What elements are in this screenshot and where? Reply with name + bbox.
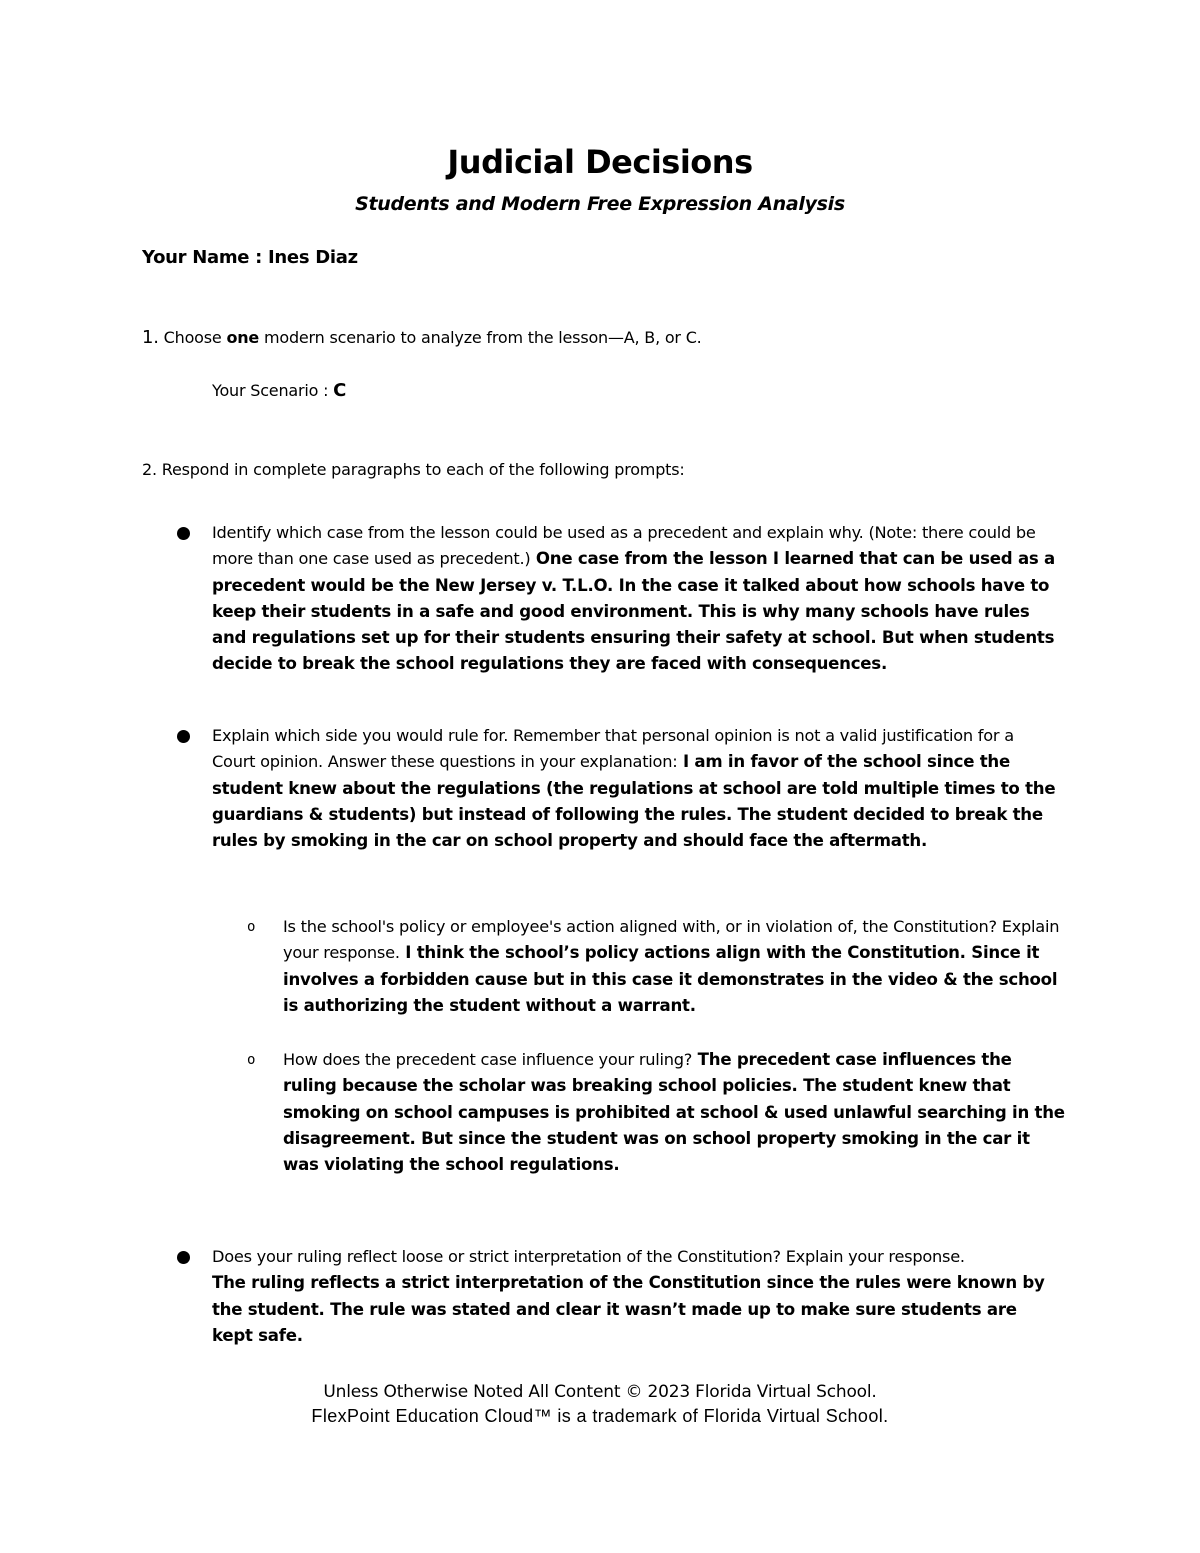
name-value: Ines Diaz [268,247,358,268]
prompt-3 [212,1244,1060,1349]
sub-bullet-icon: o [247,919,256,935]
subprompt-2-answer: The precedent case influences the ruling because the scholar was breaking school policies. The student knew that smoking on school campuses is prohibited at school & used unlawful searching in the disagreement. But since the student was on school property smoking in the car it was violating the school regulations. [283,1050,1065,1175]
prompt-3-question: Does your ruling reflect loose or strict interpretation of the Constitution? Explain your response. [212,1247,965,1266]
name-label: Your Name : [142,247,269,268]
page-subtitle: Students and Modern Free Expression Analysis [355,193,845,215]
subprompt-2 [247,1047,1068,1178]
prompt-1-question: Identify which case from the lesson could be used as a precedent and explain why. (Note: there could be more than one case used as precedent.) [212,523,1036,569]
bullet-icon [177,730,190,743]
question-1-text-before: Choose [158,328,227,347]
question-1 [142,327,702,348]
sub-bullet-icon: o [247,1052,256,1068]
prompt-1 [212,520,1060,678]
bullet-icon [177,1251,190,1264]
subprompt-1-answer: I think the school’s policy actions align with the Constitution. Since it involves a forbidden cause but in this case it demonstrates in the video & the school is authorizing the student without a warrant. [283,943,1058,1015]
scenario-line [212,380,346,401]
subprompt-1-question: Is the school's policy or employee's action aligned with, or in violation of, the Constitution? Explain your response. [283,917,1060,963]
prompt-2-question: Explain which side you would rule for. Remember that personal opinion is not a valid justification for a Court opinion. Answer these questions in your explanation: [212,726,1014,772]
subprompt-2-question: How does the precedent case influence your ruling? [283,1050,693,1069]
prompt-2-answer: I am in favor of the school since the student knew about the regulations (the regulations at school are told multiple times to the guardians & students) but instead of following the rules. The student decided to break the rules by smoking in the car on school property and should face the aftermath. [212,752,1056,851]
student-name-line [142,247,358,268]
question-1-number: 1. [142,327,159,348]
scenario-label: Your Scenario : [212,381,334,400]
bullet-icon [177,527,190,540]
page-title: Judicial Decisions [447,143,753,181]
footer-copyright: Unless Otherwise Noted All Content © 2023 Florida Virtual School. [323,1382,877,1402]
prompt-2 [212,723,1060,854]
scenario-value: C [333,380,347,401]
question-1-emphasis: one [226,328,260,347]
question-2: 2. Respond in complete paragraphs to each of the following prompts: [142,460,685,479]
footer-trademark: FlexPoint Education Cloud™ is a trademark of Florida Virtual School. [311,1406,889,1426]
subprompt-1 [247,914,1068,1019]
question-1-text-after: modern scenario to analyze from the lesson—A, B, or C. [259,328,702,347]
prompt-3-answer: The ruling reflects a strict interpretation of the Constitution since the rules were known by the student. The rule was stated and clear it wasn’t made up to make sure students are kept safe. [212,1273,1045,1345]
prompt-1-answer: One case from the lesson I learned that can be used as a precedent would be the New Jersey v. T.L.O. In the case it talked about how schools have to keep their students in a safe and good environment. This is why many schools have rules and regulations set up for their students ensuring their safety at school. But when students decide to break the school regulations they are faced with consequences. [212,549,1055,674]
